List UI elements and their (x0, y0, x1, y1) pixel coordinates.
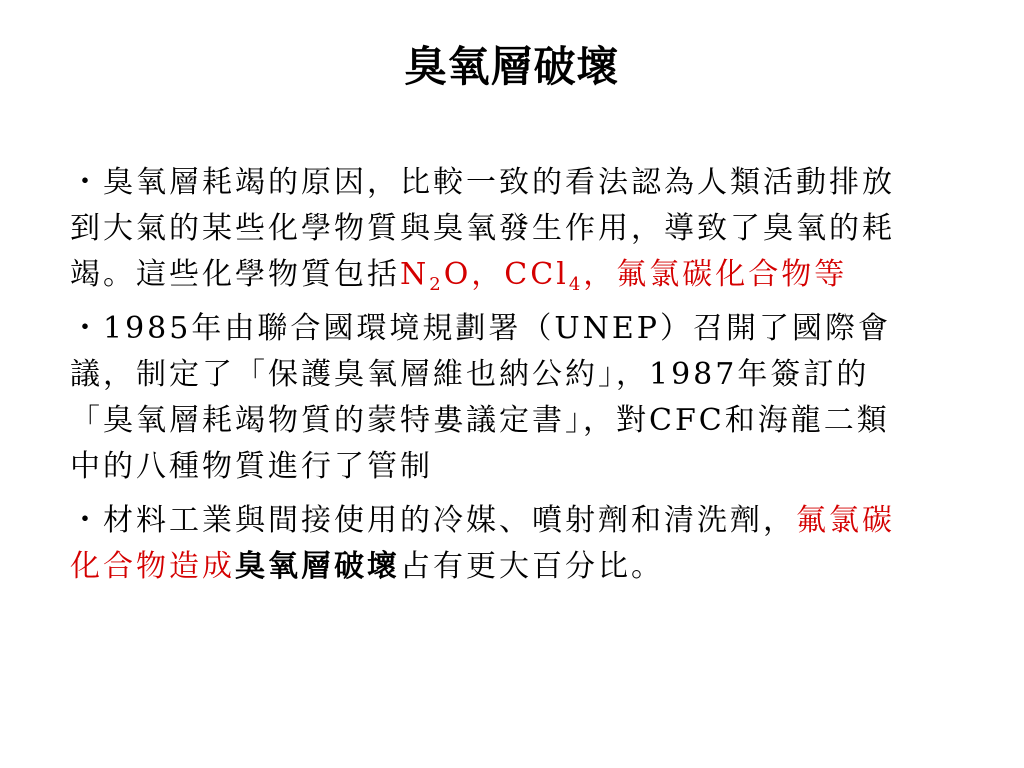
bullet-paragraph-2 (70, 306, 910, 490)
bullet-text: 占有更大百分比。 (400, 549, 664, 584)
bullet-list (70, 160, 910, 598)
ozone-depletion-emphasis: 臭氧層破壞 (235, 549, 400, 584)
bullet-paragraph-1 (70, 160, 910, 298)
chemical-cfc-text: ，氟氯碳化合物等 (583, 257, 848, 292)
bullet-paragraph-3 (70, 498, 910, 590)
bullet-text: ・1985年由聯合國環境規劃署（UNEP）召開了國際會議，制定了「保護臭氧層維也納公約」，1987年簽訂的「臭氧層耗竭物質的蒙特婁議定書」，對CFC和海龍二類中的八種物質進行了管制 (70, 311, 891, 484)
chemical-n2o-n: N (400, 257, 430, 292)
cfc-cause-text: 氟氯碳化合物造成 (70, 503, 895, 584)
bullet-text: ・臭氧層耗竭的原因，比較一致的看法認為人類活動排放到大氣的某些化學物質與臭氧發生作用，導致了臭氧的耗竭。這些化學物質包括 (70, 165, 895, 292)
chemical-subscript-4: 4 (568, 274, 584, 295)
chemical-text: O，CCl (443, 257, 569, 292)
chemical-subscript-2: 2 (429, 274, 444, 295)
bullet-text: ・材料工業與間接使用的冷媒、噴射劑和清洗劑， (70, 503, 796, 538)
slide-title: 臭氧層破壞 (404, 42, 620, 91)
